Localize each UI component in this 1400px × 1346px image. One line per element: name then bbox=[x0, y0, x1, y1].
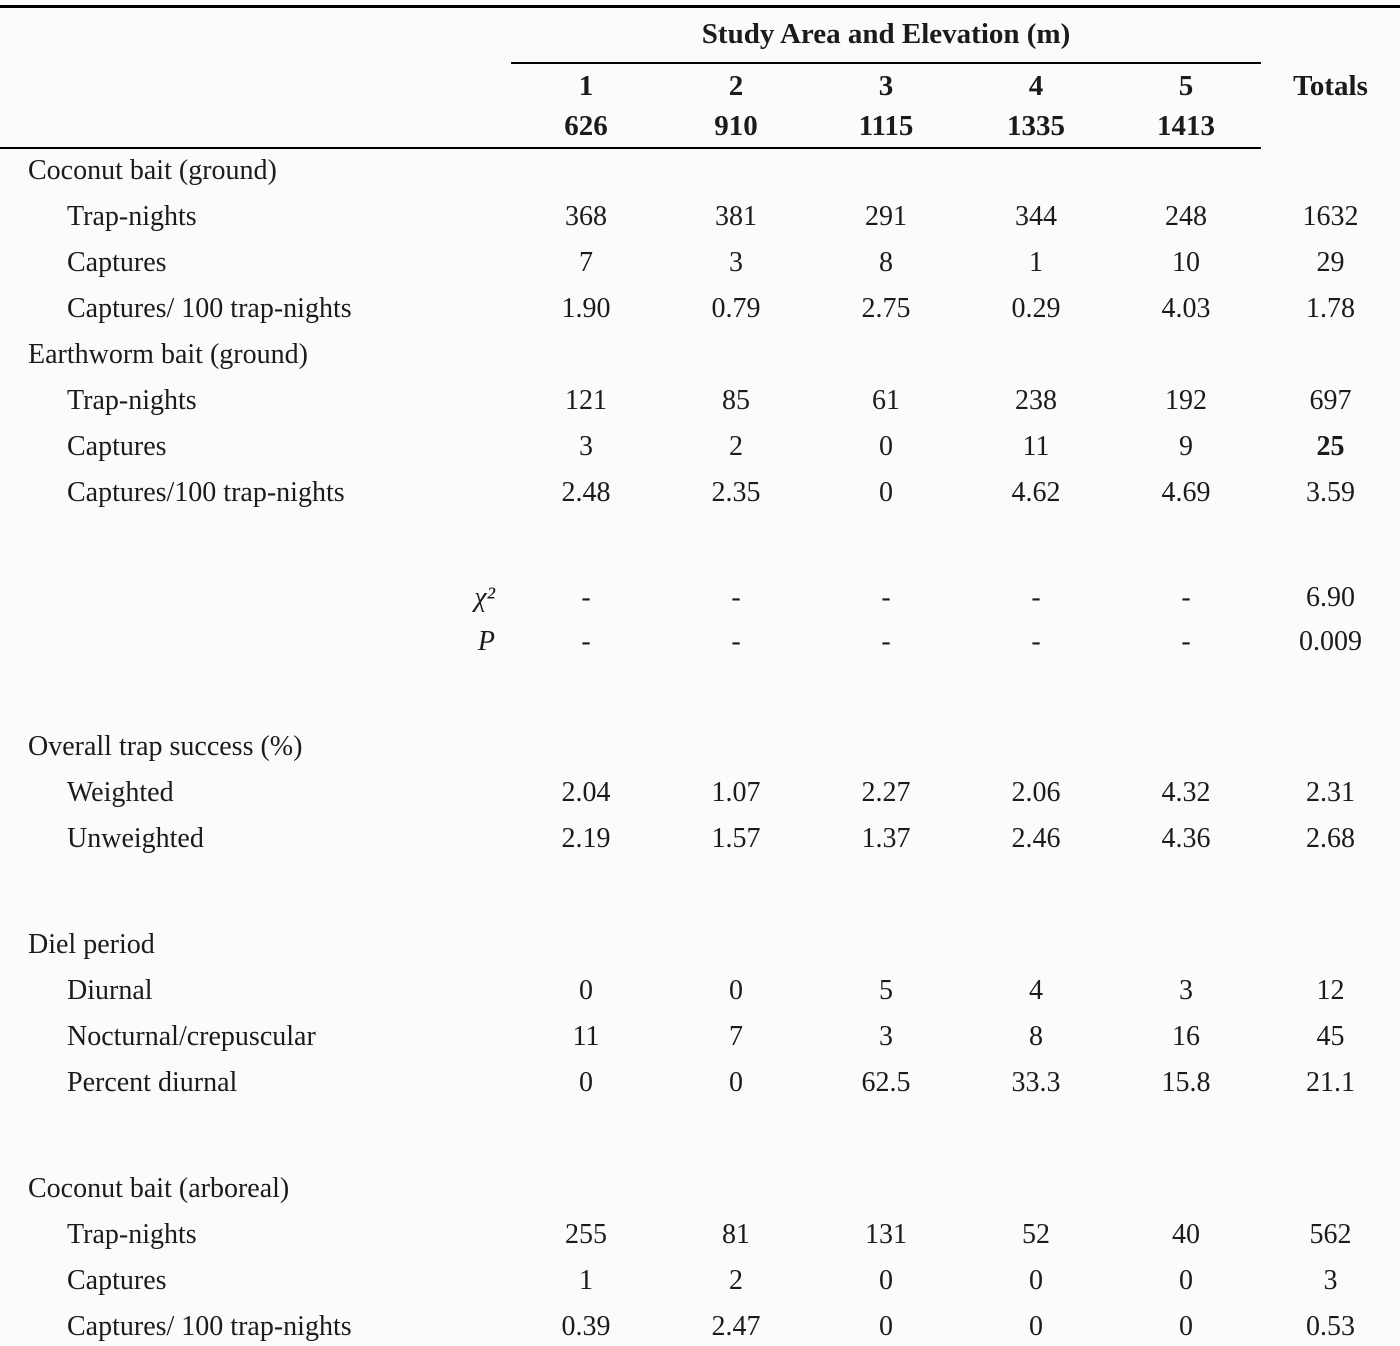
cell-value: 1.37 bbox=[861, 822, 911, 854]
cell-value: 2 bbox=[729, 1264, 743, 1296]
cell-value: - bbox=[581, 625, 591, 657]
cell-value: 121 bbox=[565, 384, 607, 416]
cell-value: 0.79 bbox=[711, 292, 761, 324]
table-row bbox=[0, 1304, 1400, 1346]
cell-value: - bbox=[881, 625, 891, 657]
cell-value: 248 bbox=[1165, 200, 1207, 232]
section-label: Coconut bait (arboreal) bbox=[28, 1172, 290, 1204]
table-row bbox=[0, 620, 1400, 664]
cell-value: 4.69 bbox=[1161, 476, 1211, 508]
table-row bbox=[0, 1060, 1400, 1106]
cell-value: 0.39 bbox=[561, 1310, 611, 1342]
section-label: Earthworm bait (ground) bbox=[28, 338, 308, 370]
cell-value: 0 bbox=[1029, 1310, 1043, 1342]
table-header bbox=[0, 7, 1400, 148]
cell-value: 7 bbox=[579, 246, 593, 278]
section-row bbox=[0, 724, 1400, 770]
cell-value: 0 bbox=[579, 1066, 593, 1098]
column-header-area: 2 bbox=[728, 70, 744, 102]
cell-value: 291 bbox=[865, 200, 907, 232]
cell-value: 2.35 bbox=[711, 476, 761, 508]
cell-value: 61 bbox=[872, 384, 900, 416]
cell-value: 381 bbox=[715, 200, 757, 232]
cell-value: 15.8 bbox=[1161, 1066, 1211, 1098]
cell-total: 697 bbox=[1309, 384, 1352, 416]
header-elevations-row bbox=[0, 110, 1400, 148]
row-label: Percent diurnal bbox=[67, 1066, 238, 1098]
cell-value: 0.29 bbox=[1011, 292, 1061, 324]
table-row bbox=[0, 770, 1400, 816]
spacer-row bbox=[0, 664, 1400, 724]
header-group-row bbox=[0, 7, 1400, 63]
section-row bbox=[0, 922, 1400, 968]
cell-value: 52 bbox=[1022, 1218, 1050, 1250]
cell-value: 0 bbox=[1029, 1264, 1043, 1296]
column-header-elevation: 626 bbox=[511, 110, 661, 148]
cell-value: 2.19 bbox=[561, 822, 611, 854]
section-row bbox=[0, 1166, 1400, 1212]
cell-total: 3.59 bbox=[1306, 476, 1356, 508]
row-label: Trap-nights bbox=[67, 1218, 197, 1250]
table-row bbox=[0, 1212, 1400, 1258]
cell-value: 1.57 bbox=[711, 822, 761, 854]
cell-total: 21.1 bbox=[1306, 1066, 1356, 1098]
spacer-row bbox=[0, 1106, 1400, 1166]
column-header-elevation: 1335 bbox=[961, 110, 1111, 148]
row-label: Captures bbox=[67, 1264, 167, 1296]
cell-value: - bbox=[1031, 625, 1041, 657]
cell-value: 62.5 bbox=[861, 1066, 911, 1098]
cell-value: 33.3 bbox=[1011, 1066, 1061, 1098]
cell-value: - bbox=[731, 581, 741, 613]
cell-value: 0 bbox=[1179, 1310, 1193, 1342]
cell-value: 2.04 bbox=[561, 776, 611, 808]
cell-value: 192 bbox=[1165, 384, 1207, 416]
column-group-title: Study Area and Elevation (m) bbox=[511, 7, 1261, 63]
table-row bbox=[0, 286, 1400, 332]
cell-value: 0 bbox=[1179, 1264, 1193, 1296]
cell-value: - bbox=[1181, 581, 1191, 613]
table-body bbox=[0, 148, 1400, 1346]
cell-value: 4.03 bbox=[1161, 292, 1211, 324]
column-header-elevation: 1115 bbox=[811, 110, 961, 148]
cell-value: 255 bbox=[565, 1218, 607, 1250]
cell-total: 1.78 bbox=[1306, 292, 1356, 324]
cell-value: 1.07 bbox=[711, 776, 761, 808]
cell-total: 6.90 bbox=[1306, 581, 1356, 613]
row-label: Weighted bbox=[67, 776, 174, 808]
section-row bbox=[0, 148, 1400, 194]
cell-value: 81 bbox=[722, 1218, 750, 1250]
cell-value: 0 bbox=[879, 430, 893, 462]
cell-value: 1 bbox=[1029, 246, 1043, 278]
cell-value: - bbox=[731, 625, 741, 657]
spacer-cell bbox=[0, 862, 1400, 922]
row-label: Captures/ 100 trap-nights bbox=[67, 292, 352, 324]
section-row bbox=[0, 332, 1400, 378]
cell-value: 5 bbox=[879, 974, 893, 1006]
row-label: Trap-nights bbox=[67, 384, 197, 416]
cell-value: 85 bbox=[722, 384, 750, 416]
paper-table-page bbox=[0, 5, 1400, 1346]
cell-value: 0 bbox=[879, 1310, 893, 1342]
table-row bbox=[0, 378, 1400, 424]
cell-value: - bbox=[881, 581, 891, 613]
cell-value: 0 bbox=[729, 1066, 743, 1098]
cell-value: 8 bbox=[1029, 1020, 1043, 1052]
cell-value: 2 bbox=[729, 430, 743, 462]
cell-value: 11 bbox=[572, 1020, 600, 1052]
section-label: Diel period bbox=[28, 928, 155, 960]
cell-value: 4.32 bbox=[1161, 776, 1211, 808]
cell-total: 562 bbox=[1309, 1218, 1352, 1250]
cell-value: 2.06 bbox=[1011, 776, 1061, 808]
cell-total: 1632 bbox=[1302, 200, 1359, 232]
column-header-elevation: 1413 bbox=[1111, 110, 1261, 148]
row-label: Captures/100 trap-nights bbox=[67, 476, 345, 508]
header-spacer-cell bbox=[1261, 7, 1400, 63]
cell-value: 8 bbox=[879, 246, 893, 278]
cell-value: 3 bbox=[729, 246, 743, 278]
row-label: Nocturnal/crepuscular bbox=[67, 1020, 316, 1052]
column-header-area: 3 bbox=[878, 70, 894, 102]
table-row bbox=[0, 194, 1400, 240]
cell-value: 16 bbox=[1172, 1020, 1200, 1052]
column-header-totals: Totals bbox=[1293, 69, 1368, 102]
column-header-area: 4 bbox=[1028, 70, 1044, 102]
cell-value: 131 bbox=[865, 1218, 907, 1250]
table-row bbox=[0, 816, 1400, 862]
cell-value: 1 bbox=[579, 1264, 593, 1296]
cell-value: - bbox=[581, 581, 591, 613]
table-row bbox=[0, 470, 1400, 516]
column-header-area: 5 bbox=[1178, 70, 1194, 102]
cell-value: 9 bbox=[1179, 430, 1193, 462]
cell-value: 344 bbox=[1015, 200, 1057, 232]
table-row bbox=[0, 424, 1400, 470]
row-label: Diurnal bbox=[67, 974, 153, 1006]
table-row bbox=[0, 968, 1400, 1014]
cell-value: 7 bbox=[729, 1020, 743, 1052]
header-spacer-cell bbox=[0, 7, 511, 63]
cell-value: 238 bbox=[1015, 384, 1057, 416]
spacer-row bbox=[0, 516, 1400, 576]
table-row bbox=[0, 1258, 1400, 1304]
cell-total: 0.53 bbox=[1306, 1310, 1356, 1342]
cell-value: 3 bbox=[879, 1020, 893, 1052]
table-row bbox=[0, 240, 1400, 286]
cell-value: 40 bbox=[1172, 1218, 1200, 1250]
section-label: Coconut bait (ground) bbox=[28, 155, 277, 186]
spacer-cell bbox=[0, 1106, 1400, 1166]
trap-success-table bbox=[0, 5, 1400, 1346]
cell-value: 4.62 bbox=[1011, 476, 1061, 508]
row-label: Unweighted bbox=[67, 822, 204, 854]
cell-value: 2.27 bbox=[861, 776, 911, 808]
cell-value: 2.48 bbox=[561, 476, 611, 508]
cell-value: 1.90 bbox=[561, 292, 611, 324]
cell-total: 0.009 bbox=[1299, 625, 1363, 657]
cell-value: 10 bbox=[1172, 246, 1200, 278]
table-row bbox=[0, 576, 1400, 620]
cell-value: - bbox=[1181, 625, 1191, 657]
cell-value: - bbox=[1031, 581, 1041, 613]
cell-value: 3 bbox=[579, 430, 593, 462]
cell-value: 0 bbox=[879, 1264, 893, 1296]
cell-value: 2.75 bbox=[861, 292, 911, 324]
cell-value: 2.47 bbox=[711, 1310, 761, 1342]
section-label: Overall trap success (%) bbox=[28, 730, 303, 762]
header-spacer-cell bbox=[0, 63, 511, 110]
cell-value: 0 bbox=[879, 476, 893, 508]
cell-total: 2.31 bbox=[1306, 776, 1356, 808]
cell-value: 2.46 bbox=[1011, 822, 1061, 854]
header-spacer-cell bbox=[0, 110, 511, 148]
cell-value: 0 bbox=[729, 974, 743, 1006]
cell-total: 12 bbox=[1316, 974, 1345, 1006]
table-row bbox=[0, 1014, 1400, 1060]
cell-value: 11 bbox=[1022, 430, 1050, 462]
cell-total: 29 bbox=[1316, 246, 1345, 278]
row-label: P bbox=[477, 625, 495, 657]
row-label: Captures bbox=[67, 430, 167, 462]
spacer-cell bbox=[0, 516, 1400, 576]
spacer-cell bbox=[0, 664, 1400, 724]
cell-total: 2.68 bbox=[1306, 822, 1356, 854]
cell-value: 4.36 bbox=[1161, 822, 1211, 854]
cell-value: 3 bbox=[1179, 974, 1193, 1006]
header-areas-row bbox=[0, 63, 1400, 110]
cell-total: 3 bbox=[1323, 1264, 1338, 1296]
column-header-elevation: 910 bbox=[661, 110, 811, 148]
cell-value: 4 bbox=[1029, 974, 1043, 1006]
spacer-row bbox=[0, 862, 1400, 922]
cell-value: 0 bbox=[579, 974, 593, 1006]
cell-total: 45 bbox=[1316, 1020, 1345, 1052]
row-label: Captures/ 100 trap-nights bbox=[67, 1310, 352, 1342]
cell-value: 368 bbox=[565, 200, 607, 232]
row-label: χ² bbox=[474, 581, 495, 613]
row-label: Trap-nights bbox=[67, 200, 197, 232]
cell-total: 25 bbox=[1316, 430, 1345, 462]
column-header-area: 1 bbox=[578, 70, 594, 102]
row-label: Captures bbox=[67, 246, 167, 278]
